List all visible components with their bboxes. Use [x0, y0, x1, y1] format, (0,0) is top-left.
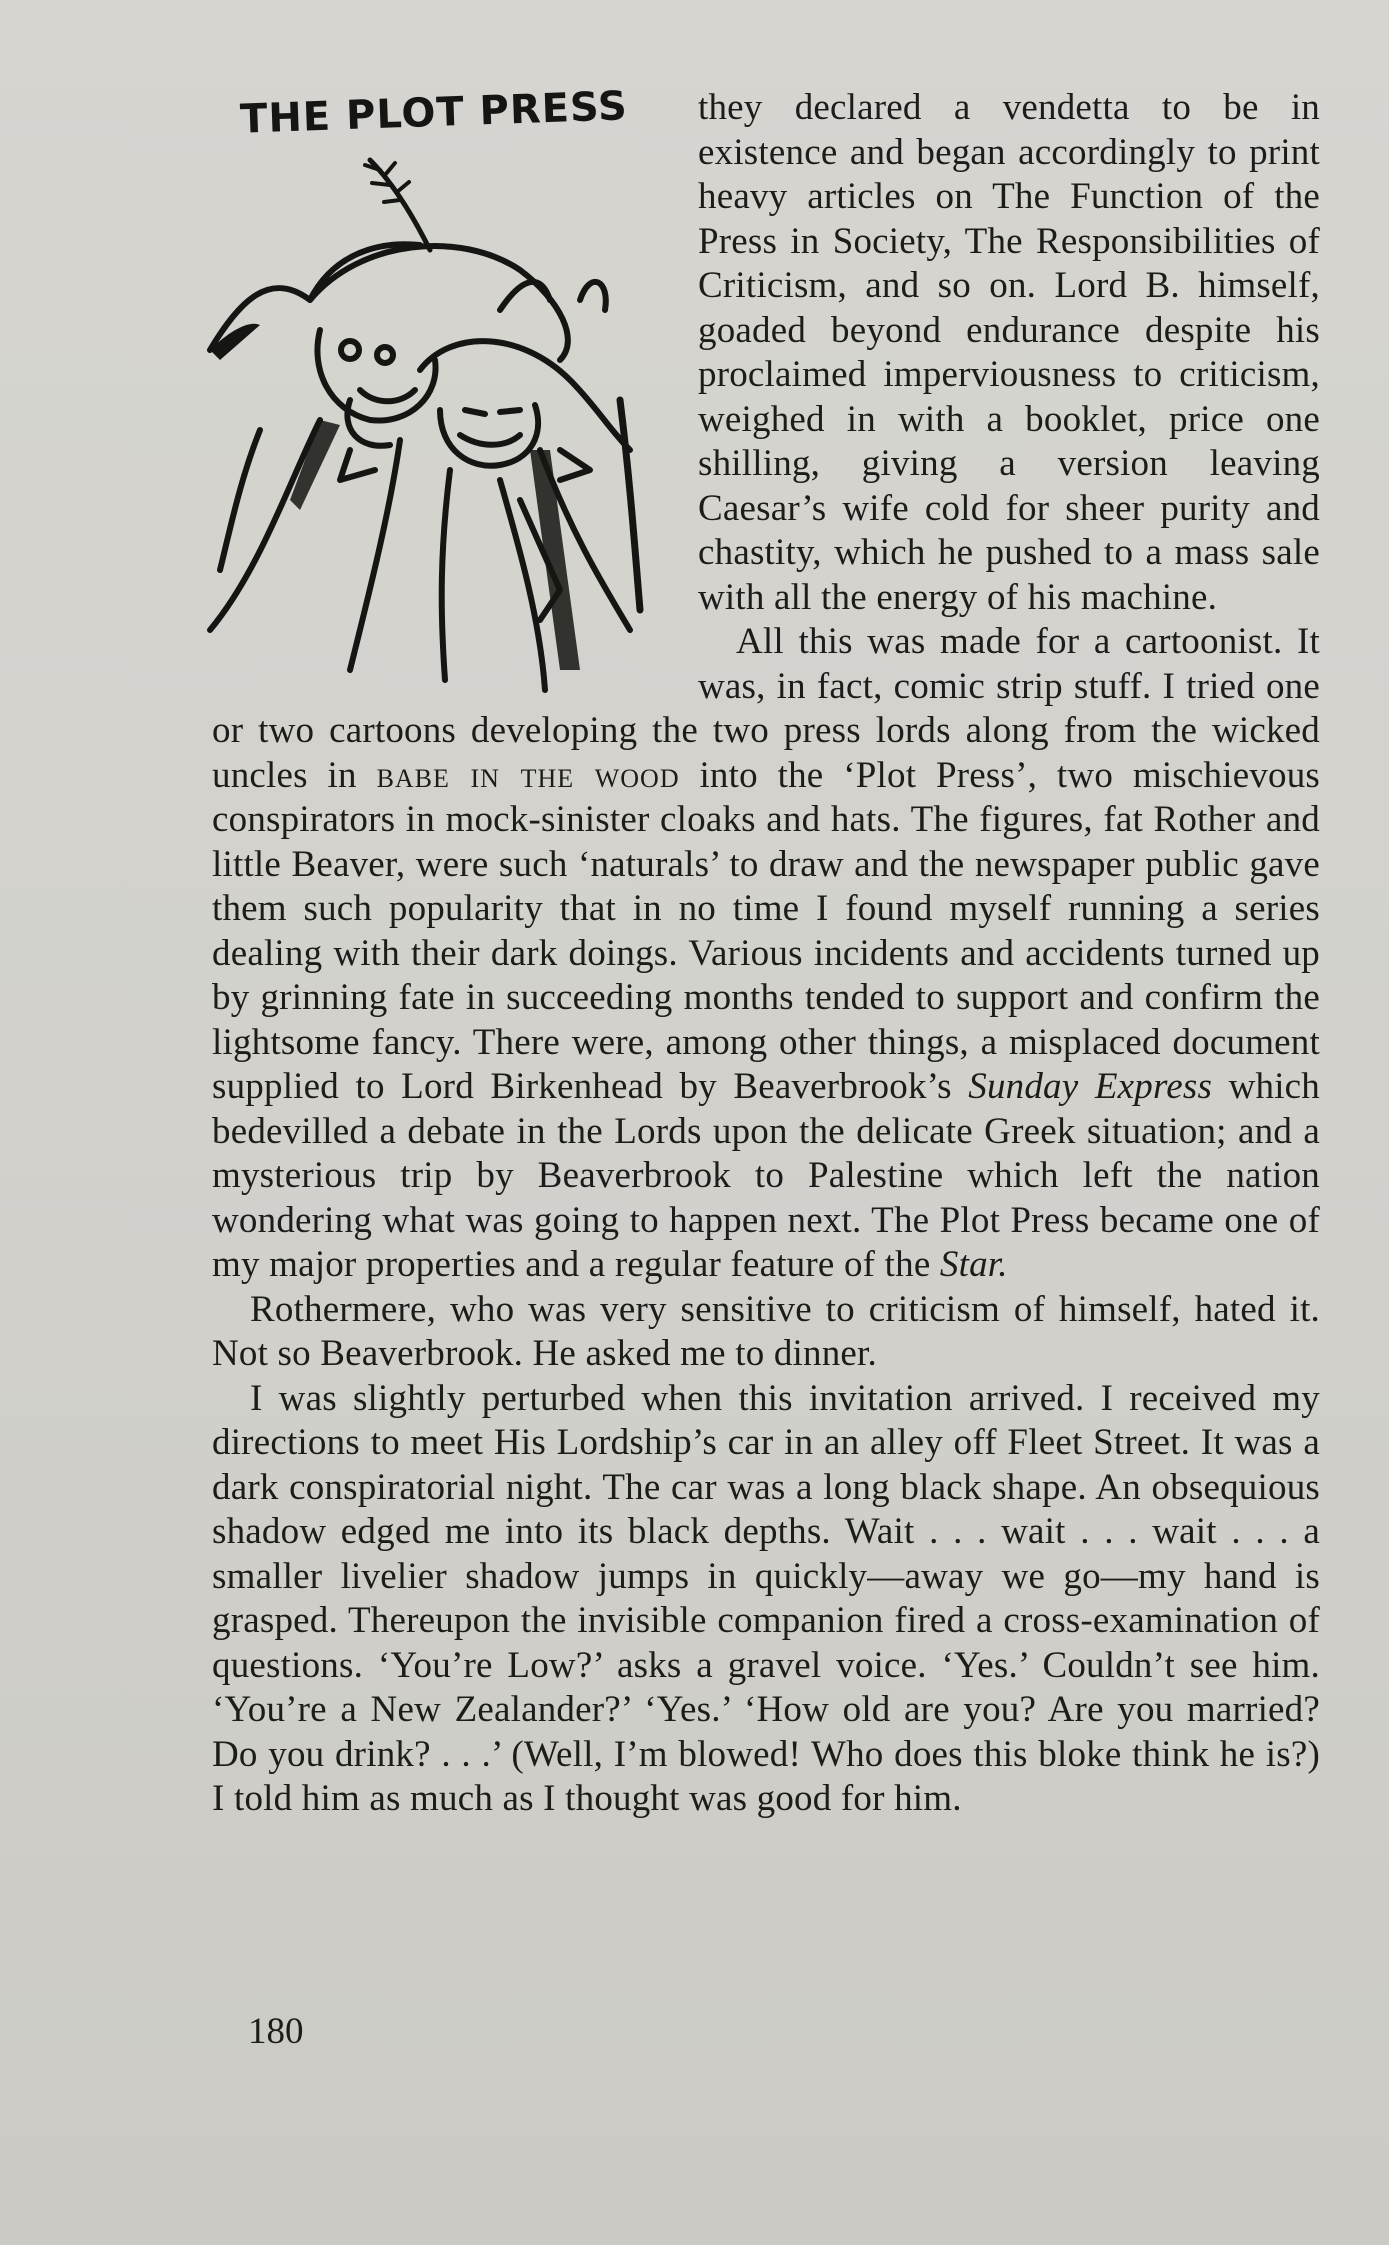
paragraph-2-part-a: All this was made for a cartoonist. It was, in fact, comic strip stuff. I tried one or two cartoons developing the two press lords along from the wicked uncles in — [212, 621, 1320, 796]
page-number: 180 — [248, 2011, 304, 2052]
paragraph-2-part-b: into the ‘Plot Press’, two mischievous conspirators in mock-sinister cloaks and hats. The figures, fat Rother and little Beaver, were such ‘naturals’ to draw and the newspaper public gave them such popularity that in no time I found myself running a series dealing with their dark doings. Various incidents and accidents turned up by grinning fate in succeeding months tended to support and confirm the lightsome fancy. There were, among other things, a misplaced document supplied to Lord Birkenhead by Beaverbrook’s — [212, 754, 1321, 1107]
conspirators-drawing-icon — [200, 150, 670, 710]
newspaper-title-sunday-express: Sunday Express — [968, 1066, 1213, 1107]
cartoon-illustration — [200, 80, 670, 720]
paragraph-2-part-c: which bedevilled a debate in the Lords upon the delicate Greek situation; and a mysterious trip by Beaverbrook to Palestine which left the nation wondering what was going to happen next. The Plot Press became one of my major properties and a regular feature of the — [212, 1066, 1321, 1285]
paragraph-1: they declared a vendetta to be in existence and began accordingly to print heavy articles on The Function of the Press in Society, The Responsibilities of Criticism, and so on. Lord B. himself, goaded beyond endurance despite his proclaimed imperviousness to criticism, weighed in with a booklet, price one shilling, giving a version leaving Caesar’s wife cold for sheer purity and chastity, which he pushed to a mass sale with all the energy of his machine. — [698, 87, 1320, 618]
newspaper-title-star: Star. — [939, 1244, 1008, 1285]
book-title-babe-in-the-wood: babe in the wood — [376, 754, 680, 796]
paragraph-2 — [212, 620, 1320, 1288]
paragraph-3: Rothermere, who was very sensitive to criticism of himself, hated it. Not so Beaverbrook. He asked me to dinner. — [212, 1288, 1320, 1374]
cartoon-title: THE PLOT PRESS — [239, 83, 629, 143]
paragraph-4: I was slightly perturbed when this invitation arrived. I received my directions to meet His Lordship’s car in an alley off Fleet Street. It was a dark conspiratorial night. The car was a long black shape. An obsequious shadow edged me into its black depths. Wait . . . wait . . . wait . . . a smaller livelier shadow jumps in quickly—away we go—my hand is grasped. Thereupon the invisible companion fired a cross-examination of questions. ‘You’re Low?’ asks a gravel voice. ‘Yes.’ Couldn’t see him. ‘You’re a New Zealander?’ ‘Yes.’ ‘How old are you? Are you married? Do you drink? . . .’ (Well, I’m blowed! Who does this bloke think he is?) I told him as much as I thought was good for him. — [212, 1377, 1320, 1819]
